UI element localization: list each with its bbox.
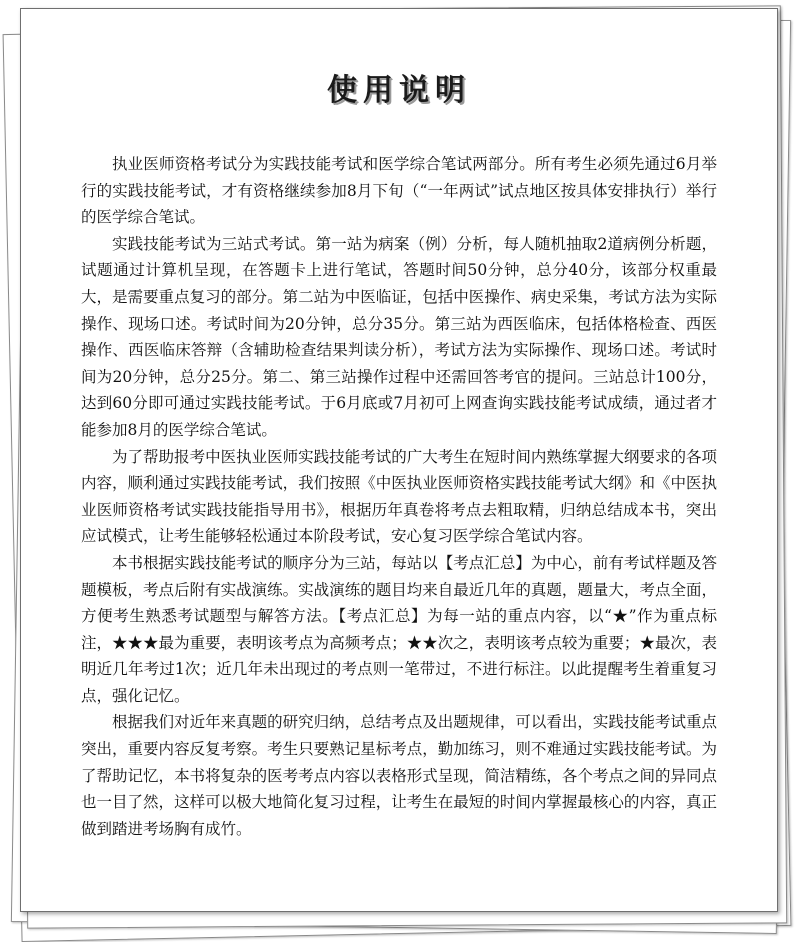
paragraph: 根据我们对近年来真题的研究归纳，总结考点及出题规律，可以看出，实践技能考试重点突出，重要内容反复考察。考生只要熟记星标考点，勤加练习，则不难通过实践技能考试。为了帮助记忆，本书将复杂的医考考点内容以表格形式呈现，简洁精练，各个考点之间的异同点也一目了然，这样可以极大地简化复习过程，让考生在最短的时间内掌握最核心的内容，真正做到踏进考场胸有成竹。 [81,713,717,838]
page-title: 使用说明 [327,73,471,108]
paragraph: 本书根据实践技能考试的顺序分为三站，每站以【考点汇总】为中心，前有考试样题及答题模板，考点后附有实战演练。实战演练的题目均来自最近几年的真题，题量大，考点全面，方便考生熟悉考试题型与解答方法。【考点汇总】为每一站的重点内容，以“★”作为重点标注，★★★最为重要，表明该考点为高频考点；★★次之，表明该考点较为重要；★最次，表明近几年考过1次；近几年未出现过的考点则一笔带过，不进行标注。以此提醒考生着重复习点，强化记忆。 [81,553,717,705]
paragraph: 为了帮助报考中医执业医师实践技能考试的广大考生在短时间内熟练掌握大纲要求的各项内容，顺利通过实践技能考试，我们按照《中医执业医师资格实践技能考试大纲》和《中医执业医师资格考试实践技能指导用书》，根据历年真卷将考点去粗取精，归纳总结成本书，突出应试模式，让考生能够轻松通过本阶段考试，安心复习医学综合笔试内容。 [81,447,717,546]
paragraph: 实践技能考试为三站式考试。第一站为病案（例）分析，每人随机抽取2道病例分析题，试题通过计算机呈现，在答题卡上进行笔试，答题时间50分钟，总分40分，该部分权重最大，是需要重点复习的部分。第二站为中医临证，包括中医操作、病史采集，考试方法为实际操作、现场口述。考试时间为20分钟，总分35分。第三站为西医临床，包括体格检查、西医操作、西医临床答辩（含辅助检查结果判读分析），考试方法为实际操作、现场口述。考试时间为20分钟，总分25分。第二、第三站操作过程中还需回答考官的提问。三站总计100分，达到60分即可通过实践技能考试。于6月底或7月初可上网查询实践技能考试成绩，通过者才能参加8月的医学综合笔试。 [81,234,717,439]
body-text [81,151,717,842]
document-page [20,8,778,912]
paragraph: 执业医师资格考试分为实践技能考试和医学综合笔试两部分。所有考生必须先通过6月举行的实践技能考试，才有资格继续参加8月下旬（“一年两试”试点地区按具体安排执行）举行的医学综合笔试。 [81,155,717,227]
